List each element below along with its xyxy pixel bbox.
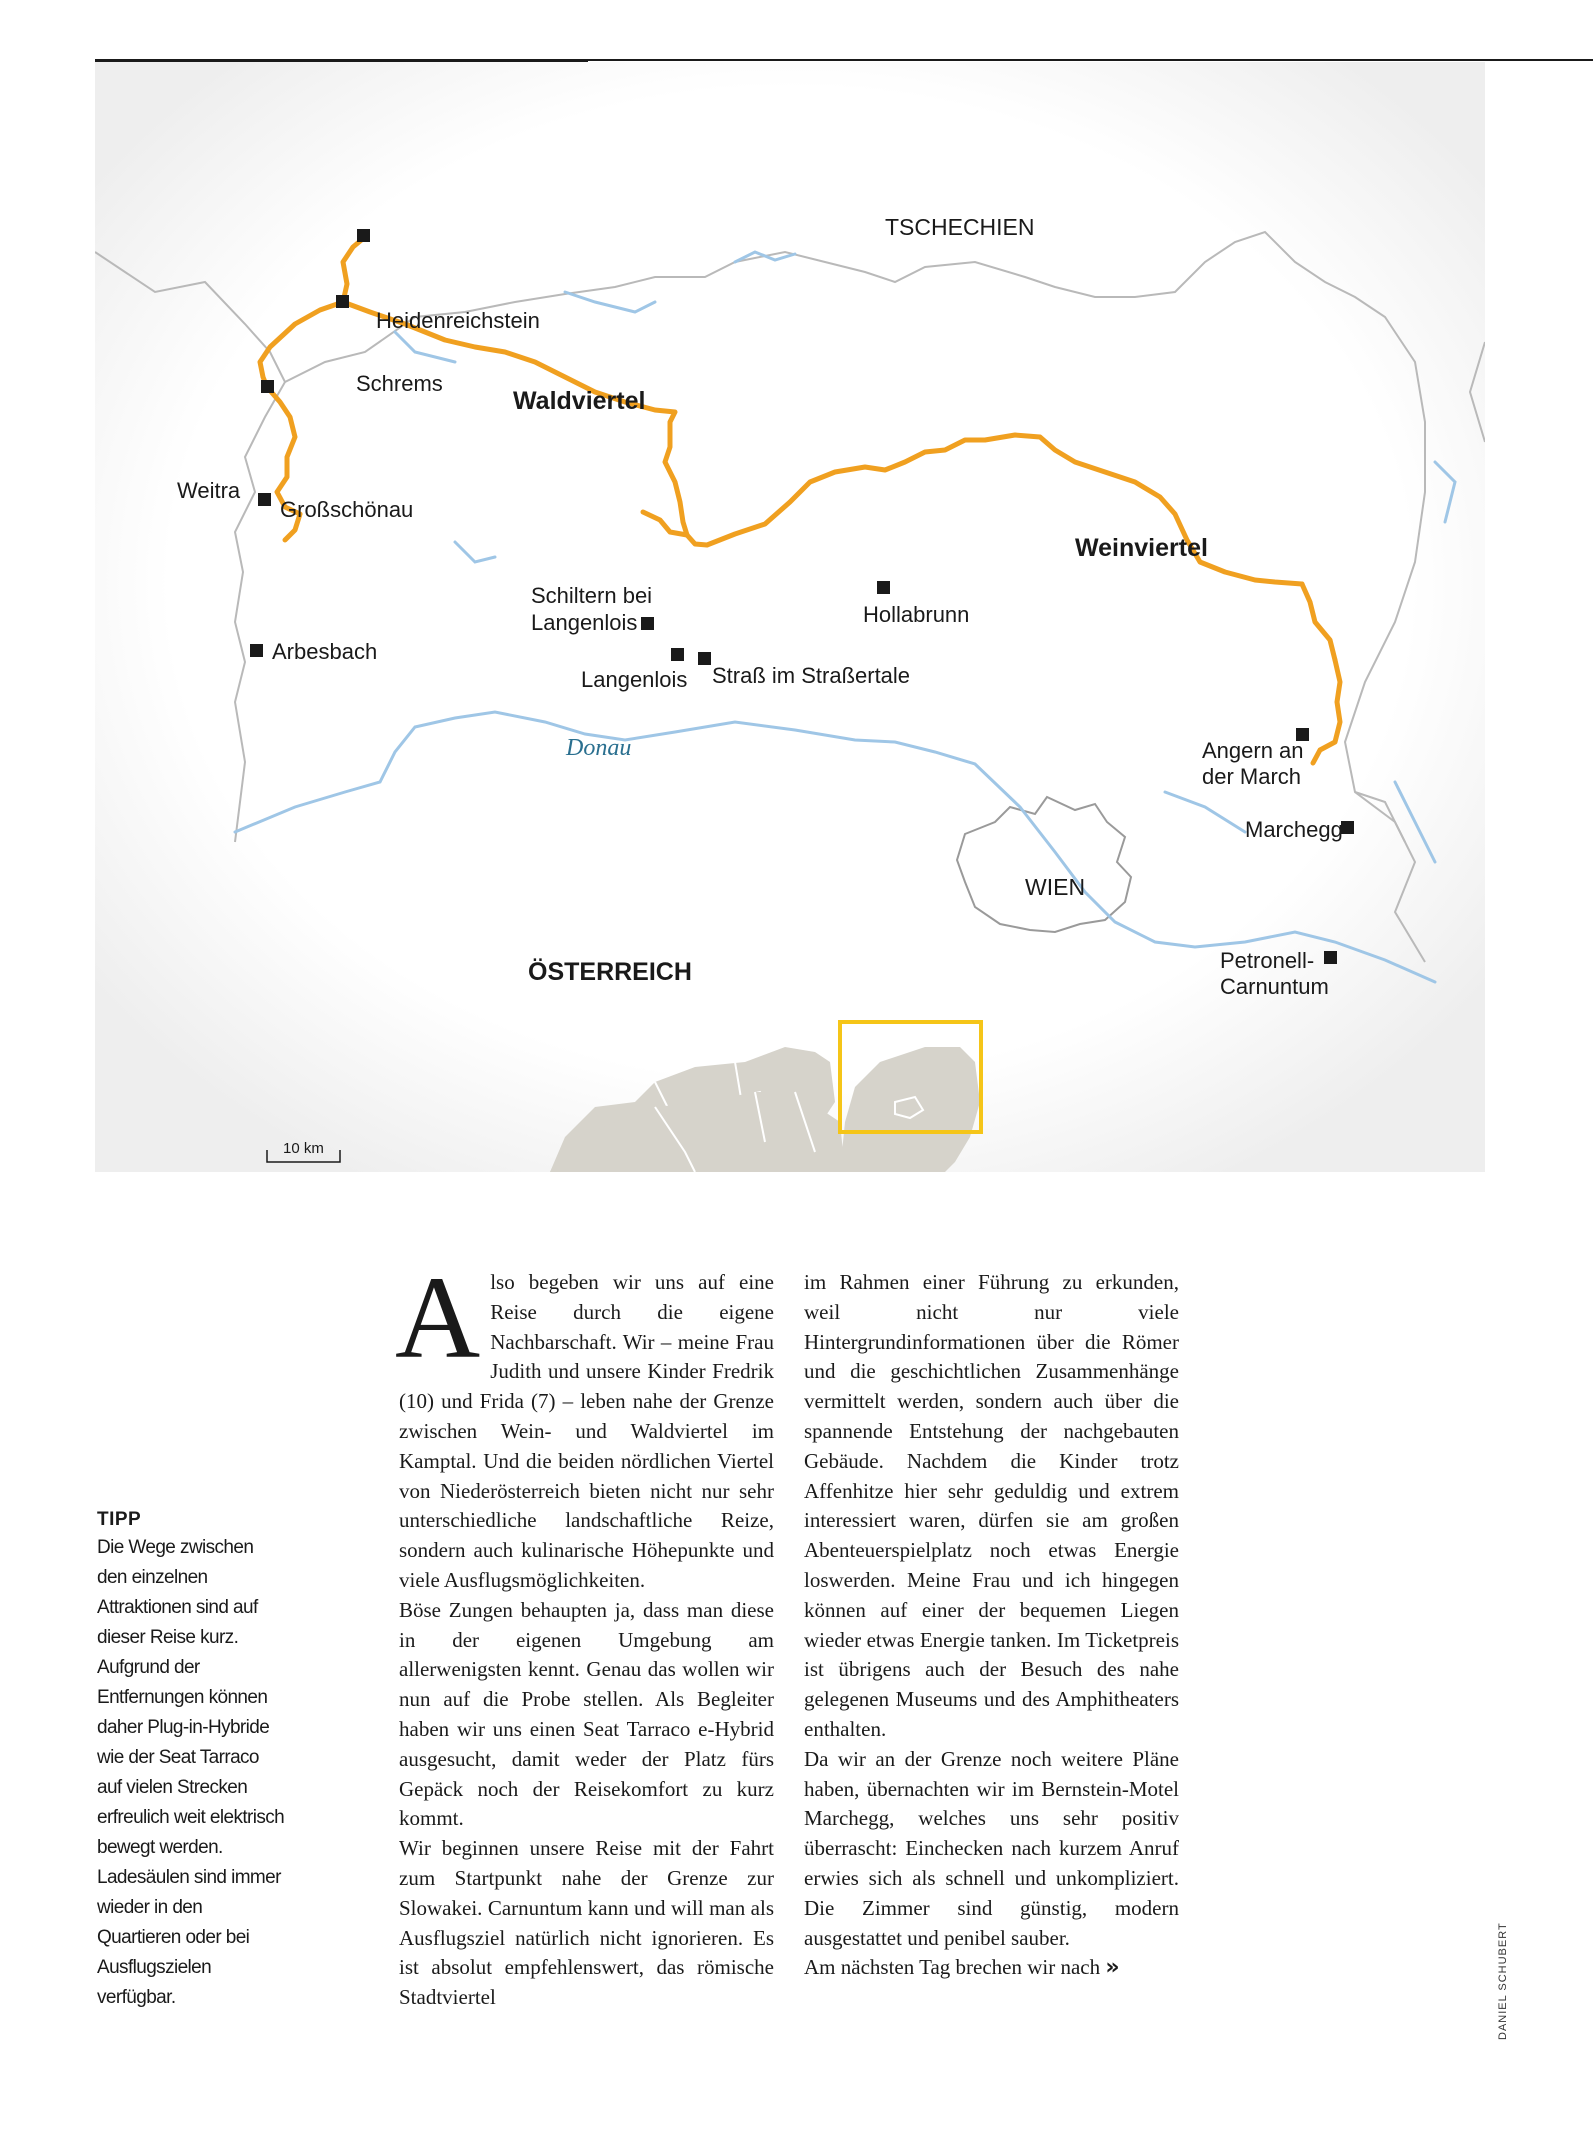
label-langenlois: Langenlois: [581, 667, 688, 692]
inset-austria: [550, 1092, 845, 1172]
label-weitra: Weitra: [177, 478, 241, 503]
article-paragraph-6: [804, 1953, 1179, 1983]
article-column-1: [395, 1252, 774, 2013]
scale-label: 10 km: [283, 1140, 324, 1157]
label-wien: WIEN: [1025, 874, 1086, 900]
label-angern-2: der March: [1202, 764, 1302, 789]
tip-box: [97, 1509, 287, 2013]
label-hollabrunn: Hollabrunn: [863, 602, 970, 627]
label-angern-1: Angern an: [1202, 738, 1304, 763]
article-column-2: [804, 1268, 1179, 1983]
article-paragraph-1: [395, 1252, 774, 1596]
label-schiltern-2: Langenlois: [531, 610, 638, 635]
label-schrems: Schrems: [356, 371, 443, 396]
article-paragraph-1-text: lso begeben wir uns auf eine Reise durch die eigene Nachbarschaft. Wir – meine Frau Judith und unsere Kinder Fredrik (10) und Frida (7) – leben nahe der Grenze zwischen Wein- und Waldviertel im Kamptal. Und die beiden nördlichen Viertel von Niederösterreich bieten nicht nur sehr unterschiedliche landschaftliche Reize, sondern auch kulinarische Höhepunkte und viele Ausflugsmöglichkeiten.: [399, 1270, 774, 1592]
inset-region: [840, 1047, 980, 1172]
label-waldviertel: Waldviertel: [513, 387, 646, 415]
article-paragraph-6-text: Am nächsten Tag brechen wir nach: [804, 1955, 1101, 1980]
tip-text: Die Wege zwischen den einzelnen Attraktionen sind auf dieser Reise kurz. Aufgrund der Entfernungen können daher Plug-in-Hybride wie der Seat Tarraco auf vielen Strecken erfreulich weit elektrisch bewegt werden. Ladesäulen sind immer wieder in den Quartieren oder bei Ausflugszielen verfügbar.: [97, 1537, 285, 2008]
label-grossschoenau: Großschönau: [280, 497, 414, 522]
inset-overlay: [95, 62, 1485, 1172]
article-paragraph-4: im Rahmen einer Führung zu erkunden, weil nicht nur viele Hintergrundinformationen über die Römer und die geschichtlichen Zusammenhänge vermittelt werden, sondern auch über die spannende Entstehung der nachgebauten Gebäude. Nachdem die Kinder trotz Affenhitze hier sehr geduldig und extrem interessiert waren, dürfen sie am großen Abenteuerspielplatz noch etwas Energie loswerden. Meine Frau und ich hingegen können auf einer der bequemen Liegen wieder etwas Energie tanken. Im Ticketpreis ist übrigens auch der Besuch des nahe gelegenen Museums und des Amphitheaters enthalten.: [804, 1270, 1179, 1741]
label-strass: Straß im Straßertale: [712, 663, 911, 688]
article-paragraph-3: Wir beginnen unsere Reise mit der Fahrt zum Startpunkt nahe der Grenze zur Slowakei. Carnuntum kann und will man als Ausflugsziel natürlich nicht ignorieren. Es ist absolut empfehlenswert, das römische Stadtviertel: [399, 1836, 774, 2010]
continue-mark: »: [1105, 1955, 1120, 1981]
label-heidenreichstein: Heidenreichstein: [376, 308, 540, 333]
route-map: [95, 62, 1485, 1172]
article-paragraph-5: Da wir an der Grenze noch weitere Pläne haben, übernachten wir im Bernstein-Motel Marchegg, welches uns sehr positiv überrascht: Einchecken nach kurzem Anruf erwies sich als schnell und unkompliziert. Die Zimmer sind günstig, modern ausgestattet und penibel sauber.: [804, 1746, 1179, 1950]
label-tschechien: TSCHECHIEN: [885, 214, 1035, 240]
label-oesterreich: ÖSTERREICH: [528, 958, 692, 986]
label-marchegg: Marchegg: [1245, 817, 1343, 842]
label-petronell-2: Carnuntum: [1220, 974, 1329, 999]
drop-cap: A: [395, 1252, 481, 1383]
article-paragraph-2: Böse Zungen behaupten ja, dass man diese in der eigenen Umgebung am allerwenigsten kennt. Genau das wollen wir nun auf die Probe stellen. Als Begleiter haben wir uns einen Seat Tarraco e-Hybrid ausgesucht, damit weder der Platz fürs Gepäck noch der Reisekomfort zu kurz kommt.: [399, 1597, 774, 1831]
label-donau: Donau: [566, 735, 632, 761]
label-arbesbach: Arbesbach: [272, 639, 378, 664]
label-schiltern-1: Schiltern bei: [531, 583, 653, 608]
label-weinviertel: Weinviertel: [1075, 534, 1208, 562]
tip-title: TIPP: [97, 1509, 142, 1530]
label-petronell-1: Petronell-: [1220, 948, 1315, 973]
photo-credit: DANIEL SCHUBERT: [1497, 1922, 1509, 2040]
